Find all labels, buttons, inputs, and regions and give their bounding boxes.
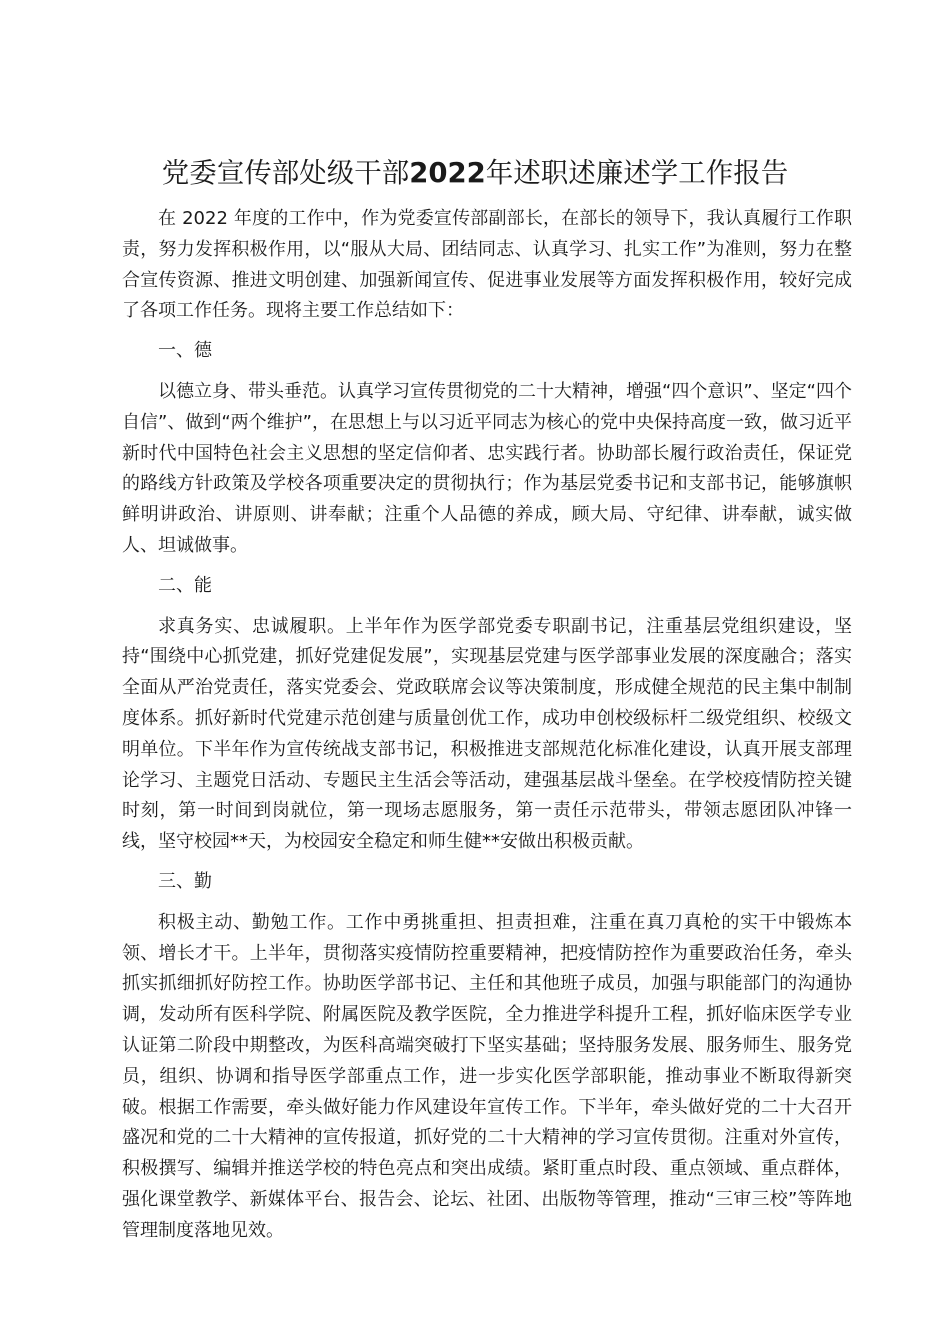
title-prefix: 党委宣传部处级干部 [161, 157, 410, 189]
section-heading-neng: 二、能 [158, 574, 212, 596]
intro-paragraph: 在 2022 年度的工作中，作为党委宣传部副部长，在部长的领导下，我认真履行工作职责，努力发挥积极作用，以“服从大局、团结同志、认真学习、扎实工作”为准则，努力在整合宣传资源、推进文明创建、加强新闻宣传、促进事业发展等方面发挥积极作用，较好完成了各项工作任务。现将主要工作总结如下： [122, 208, 852, 322]
section-text-neng: 求真务实、忠诚履职。上半年作为医学部党委专职副书记，注重基层党组织建设，坚持“围绕中心抓党建，抓好党建促发展”，实现基层党建与医学部事业发展的深度融合；落实全面从严治党责任，落实党委会、党政联席会议等决策制度，形成健全规范的民主集中制制度体系。抓好新时代党建示范创建与质量创优工作，成功申创校级标杆二级党组织、校级文明单位。下半年作为宣传统战支部书记，积极推进支部规范化标准化建设，认真开展支部理论学习、主题党日活动、专题民主生活会等活动，建强基层战斗堡垒。在学校疫情防控关键时刻，第一时间到岗就位，第一现场志愿服务，第一责任示范带头，带领志愿团队冲锋一线，坚守校园**天，为校园安全稳定和师生健**安做出积极贡献。 [122, 615, 852, 853]
section-heading-de: 一、德 [158, 340, 212, 362]
section-text-qin: 积极主动、勤勉工作。工作中勇挑重担、担责担难，注重在真刀真枪的实干中锻炼本领、增长才干。上半年，贯彻落实疫情防控重要精神，把疫情防控作为重要政治任务，牵头抓实抓细抓好防控工作。协助医学部书记、主任和其他班子成员，加强与职能部门的沟通协调，发动所有医科学院、附属医院及教学医院，全力推进学科提升工程，抓好临床医学专业认证第二阶段中期整改，为医科高端突破打下坚实基础；坚持服务发展、服务师生、服务党员，组织、协调和指导医学部重点工作，进一步实化医学部职能，推动事业不断取得新突破。根据工作需要，牵头做好能力作风建设年宣传工作。下半年，牵头做好党的二十大召开盛况和党的二十大精神的宣传报道，抓好党的二十大精神的学习宣传贯彻。注重对外宣传，积极撰写、编辑并推送学校的特色亮点和突出成绩。紧盯重点时段、重点领域、重点群体，强化课堂教学、新媒体平台、报告会、论坛、社团、出版物等管理，推动“三审三校”等阵地管理制度落地见效。 [122, 911, 852, 1241]
title-suffix: 年述职述廉述学工作报告 [485, 157, 789, 189]
document-title [0, 153, 950, 193]
title-year: 2022 [409, 157, 486, 189]
section-text-de: 以德立身、带头垂范。认真学习宣传贯彻党的二十大精神，增强“四个意识”、坚定“四个自信”、做到“两个维护”，在思想上与以习近平同志为核心的党中央保持高度一致，做习近平新时代中国特色社会主义思想的坚定信仰者、忠实践行者。协助部长履行政治责任，保证党的路线方针政策及学校各项重要决定的贯彻执行；作为基层党委书记和支部书记，能够旗帜鲜明讲政治、讲原则、讲奉献；注重个人品德的养成，顾大局、守纪律、讲奉献，诚实做人、坦诚做事。 [122, 380, 852, 556]
document-body [122, 204, 852, 1247]
section-heading-qin: 三、勤 [158, 870, 212, 892]
